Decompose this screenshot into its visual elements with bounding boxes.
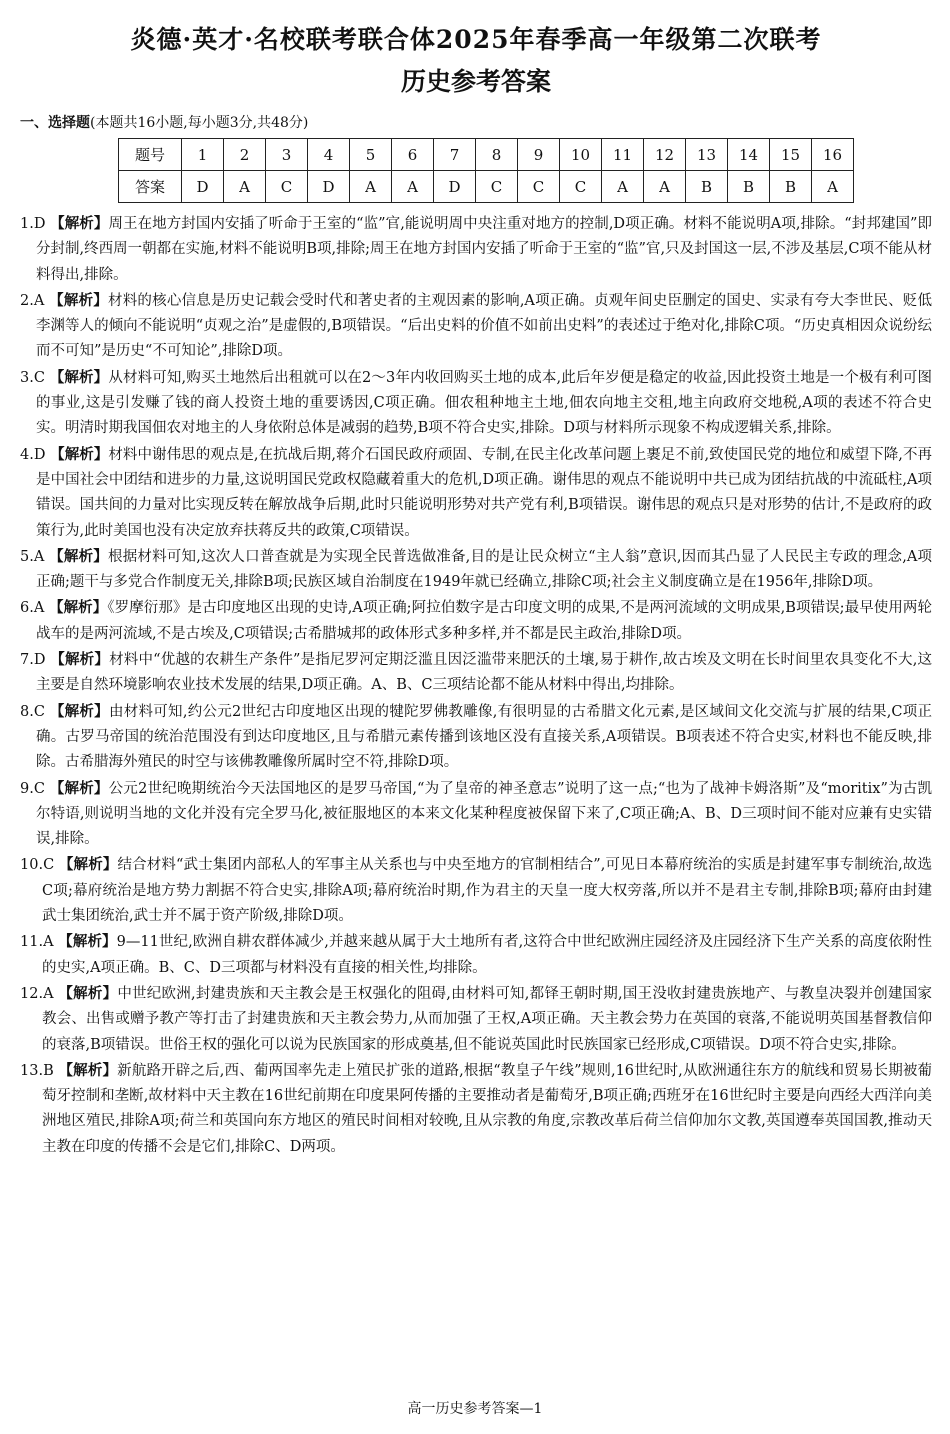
- answer-cell: A: [644, 171, 686, 203]
- analysis-tag: 【解析】: [58, 1061, 118, 1079]
- answer-row-label: 答案: [119, 171, 182, 203]
- question-number-cell: 10: [560, 139, 602, 171]
- analysis-tag: 【解析】: [50, 445, 109, 463]
- item-number: 5.: [20, 548, 34, 565]
- question-number-cell: 8: [476, 139, 518, 171]
- question-number-cell: 13: [686, 139, 728, 171]
- item-number: 6.: [20, 600, 34, 617]
- answer-table-answer-row: [119, 171, 854, 203]
- item-number: 9.: [20, 780, 34, 797]
- analysis-tag: 【解析】: [58, 984, 118, 1002]
- item-text: 公元2世纪晚期统治今天法国地区的是罗马帝国,“为了皇帝的神圣意志”说明了这一点;“也为了战神卡姆洛斯”及“moritix”为古凯尔特语,则说明当地的文化并没有完全罗马化,被征服地区的本来文化某种程度被保留下来了,C项正确;A、B、D三项时间不能对应兼有史实错误,排除。: [36, 780, 933, 848]
- item-number: 4.: [20, 446, 34, 463]
- page-subtitle: 历史参考答案: [400, 67, 551, 96]
- answer-cell: B: [686, 171, 728, 203]
- explanation-item: [20, 929, 932, 981]
- question-number-cell: 15: [770, 139, 812, 171]
- answer-cell: D: [434, 171, 476, 203]
- answer-cell: A: [392, 171, 434, 203]
- item-answer: D: [33, 652, 46, 669]
- question-number-cell: 1: [182, 139, 224, 171]
- answer-cell: C: [266, 171, 308, 203]
- item-text: 根据材料可知,这次人口普查就是为实现全民普选做准备,目的是让民众树立“主人翁”意识,因而其凸显了人民民主专政的理念,A项正确;题干与多党合作制度无关,排除B项;民族区域自治制度在1949年就已经确立,排除C项;社会主义制度确立是在1956年,排除D项。: [36, 548, 933, 591]
- item-text: 从材料可知,购买土地然后出租就可以在2～3年内收回购买土地的成本,此后年岁便是稳定的收益,因此投资土地是一个极有利可图的事业,这是引发赚了钱的商人投资土地的重要诱因,C项正确。佃农租种地主土地,佃农向地主交租,地主向政府交地税,A项的表述不符合史实。明清时期我国佃农对地主的人身依附总体是减弱的趋势,B项不符合史实,排除。D项与材料所示现象不构成逻辑关系,排除。: [36, 369, 933, 437]
- question-number-cell: 14: [728, 139, 770, 171]
- question-number-cell: 7: [434, 139, 476, 171]
- item-answer: A: [33, 292, 45, 309]
- answer-cell: C: [518, 171, 560, 203]
- question-number-cell: 4: [308, 139, 350, 171]
- item-text: 《罗摩衍那》是古印度地区出现的史诗,A项正确;阿拉伯数字是古印度文明的成果,不是两河流域的文明成果,B项错误;最早使用两轮战车的是两河流域,不是古埃及,C项错误;古希腊城邦的政体形式多种多样,并不都是民主政治,排除D项。: [36, 600, 932, 642]
- explanation-item: [20, 1058, 932, 1160]
- item-text: 结合材料“武士集团内部私人的军事主从关系也与中央至地方的官制相结合”,可见日本幕府统治的实质是封建军事专制统治,故选C项;幕府统治是地方势力割据不符合史实,排除A项;幕府统治时期,作为君主的天皇一度大权旁落,所以并不是君主专制,排除B项;幕府由封建武士集团统治,武士并不属于资产阶级,排除D项。: [42, 857, 933, 925]
- item-answer: C: [33, 703, 45, 720]
- analysis-tag: 【解析】: [49, 368, 109, 386]
- answer-cell: C: [560, 171, 602, 203]
- answer-cell: A: [350, 171, 392, 203]
- analysis-tag: 【解析】: [50, 215, 109, 232]
- item-number: 8.: [20, 703, 34, 720]
- explanation-item: [20, 647, 932, 699]
- item-answer: D: [33, 216, 46, 232]
- answer-cell: B: [728, 171, 770, 203]
- answer-cell: D: [308, 171, 350, 203]
- answer-table: [118, 138, 854, 203]
- question-number-cell: 9: [518, 139, 560, 171]
- page-footer: 高一历史参考答案—1: [407, 1401, 543, 1417]
- item-answer: B: [43, 1062, 54, 1079]
- answer-cell: D: [182, 171, 224, 203]
- item-number: 13.: [20, 1062, 44, 1079]
- analysis-tag: 【解析】: [49, 291, 108, 309]
- question-number-cell: 16: [812, 139, 854, 171]
- explanation-item: [20, 776, 932, 853]
- explanation-item: [20, 211, 932, 288]
- section-note: (本题共16小题,每小题3分,共48分): [90, 115, 309, 131]
- item-text: 材料的核心信息是历史记载会受时代和著史者的主观因素的影响,A项正确。贞观年间史臣删定的国史、实录有夸大李世民、贬低李渊等人的倾向不能说明“贞观之治”是虚假的,B项错误。“后出史料的价值不如前出史料”的表述过于绝对化,排除C项。“历史真相因众说纷纭而不可知”是历史“不可知论”,排除D项。: [36, 292, 933, 360]
- answer-cell: B: [770, 171, 812, 203]
- answer-cell: A: [812, 171, 854, 203]
- number-row-label: 题号: [119, 139, 182, 171]
- item-text: 由材料可知,约公元2世纪古印度地区出现的犍陀罗佛教雕像,有很明显的古希腊文化元素,是区域间文化交流与扩展的结果,C项正确。古罗马帝国的统治范围没有到达印度地区,且与希腊元素传播到该地区没有直接关系,A项错误。B项表述不符合史实,材料也不能反映,排除。古希腊海外殖民的时空与该佛教雕像所属时空不符,排除D项。: [36, 703, 932, 771]
- explanation-item: [20, 544, 932, 596]
- item-answer: D: [33, 446, 46, 463]
- explanation-item: [20, 981, 932, 1058]
- answer-table-number-row: [119, 139, 854, 171]
- question-number-cell: 11: [602, 139, 644, 171]
- answer-cell: A: [224, 171, 266, 203]
- item-number: 3.: [20, 369, 34, 386]
- item-text: 周王在地方封国内安插了听命于王室的“监”官,能说明周中央注重对地方的控制,D项正确。材料不能说明A项,排除。“封邦建国”即分封制,终西周一朝都在实施,材料不能说明B项,排除;周王在地方封国内安插了听命于王室的“监”官,只及封国这一层,不涉及基层,C项不能从材料得出,排除。: [36, 216, 933, 283]
- explanation-item: [20, 365, 932, 442]
- item-number: 1.: [20, 216, 34, 232]
- item-text: 9—11世纪,欧洲自耕农群体减少,并越来越从属于大土地所有者,这符合中世纪欧洲庄园经济及庄园经济下生产关系的高度依附性的史实,A项正确。B、C、D三项都与材料没有直接的相关性,均排除。: [42, 934, 933, 976]
- item-answer: A: [33, 600, 45, 617]
- analysis-tag: 【解析】: [58, 933, 117, 951]
- analysis-tag: 【解析】: [49, 547, 108, 565]
- question-number-cell: 2: [224, 139, 266, 171]
- item-text: 中世纪欧洲,封建贵族和天主教会是王权强化的阻碍,由材料可知,都铎王朝时期,国王没收封建贵族地产、与教皇决裂并创建国家教会、出售或赠予教产等打击了封建贵族和天主教会势力,从而加强了王权,A项正确。天主教会势力在英国的衰落,不能说明英国基督教信仰的衰落,B项错误。世俗王权的强化可以说为民族国家的形成奠基,但不能说英国此时民族国家已经形成,C项错误。D项不符合史实,排除。: [42, 985, 933, 1053]
- page-title: 炎德·英才·名校联考联合体2025年春季高一年级第二次联考: [130, 25, 822, 54]
- item-text: 新航路开辟之后,西、葡两国率先走上殖民扩张的道路,根据“教皇子午线”规则,16世纪时,从欧洲通往东方的航线和贸易长期被葡萄牙控制和垄断,故材料中天主教在16世纪前期在印度果阿传播的主要推动者是葡萄牙,B项正确;西班牙在16世纪时主要是向西经大西洋向美洲地区殖民,排除A项;荷兰和英国向东方地区的殖民时间相对较晚,且从宗教的角度,宗教改革后荷兰信仰加尔文教,英国遵奉英国国教,推动天主教在印度的传播不会是它们,排除C、D两项。: [42, 1062, 933, 1155]
- section-heading: [20, 112, 932, 132]
- analysis-tag: 【解析】: [58, 856, 118, 874]
- item-answer: C: [43, 857, 55, 874]
- item-answer: C: [33, 369, 45, 386]
- answer-cell: A: [602, 171, 644, 203]
- item-number: 11.: [20, 934, 44, 951]
- answer-cell: C: [476, 171, 518, 203]
- item-text: 材料中“优越的农耕生产条件”是指尼罗河定期泛滥且因泛滥带来肥沃的土壤,易于耕作,故古埃及文明在长时间里农具变化不大,这主要是自然环境影响农业技术发展的结果,D项正确。A、B、C三项结论都不能从材料中得出,均排除。: [36, 652, 933, 694]
- explanation-item: [20, 442, 932, 544]
- explanation-item: [20, 288, 932, 365]
- analysis-tag: 【解析】: [49, 702, 109, 720]
- analysis-tag: 【解析】: [49, 779, 109, 797]
- explanation-item: [20, 595, 932, 647]
- item-number: 2.: [20, 292, 34, 309]
- item-answer: C: [33, 780, 45, 797]
- question-number-cell: 5: [350, 139, 392, 171]
- explanation-item: [20, 852, 932, 929]
- item-number: 12.: [20, 985, 44, 1002]
- analysis-tag: 【解析】: [49, 599, 108, 617]
- item-answer: A: [43, 985, 54, 1002]
- item-text: 材料中谢伟思的观点是,在抗战后期,蒋介石国民政府顽固、专制,在民主化改革问题上裹足不前,致使国民党的地位和威望下降,不再是中国社会中团结和进步的力量,这说明国民党政权隐藏着重大的危机,D项正确。谢伟思的观点不能说明中共已成为团结抗战的中流砥柱,A项错误。国共间的力量对比实现反转在解放战争后期,此时只能说明形势对共产党有利,B项错误。谢伟思的观点只是对形势的估计,不是政府的政策行为,此时美国也没有决定放弃扶蒋反共的政策,C项错误。: [36, 446, 933, 539]
- item-answer: A: [43, 934, 54, 951]
- item-answer: A: [33, 548, 45, 565]
- question-number-cell: 6: [392, 139, 434, 171]
- explanation-list: [20, 211, 932, 1160]
- explanation-item: [20, 699, 932, 776]
- question-number-cell: 3: [266, 139, 308, 171]
- section-title: 一、选择题: [20, 115, 90, 131]
- question-number-cell: 12: [644, 139, 686, 171]
- analysis-tag: 【解析】: [50, 651, 110, 669]
- item-number: 7.: [20, 652, 34, 669]
- item-number: 10.: [20, 857, 44, 874]
